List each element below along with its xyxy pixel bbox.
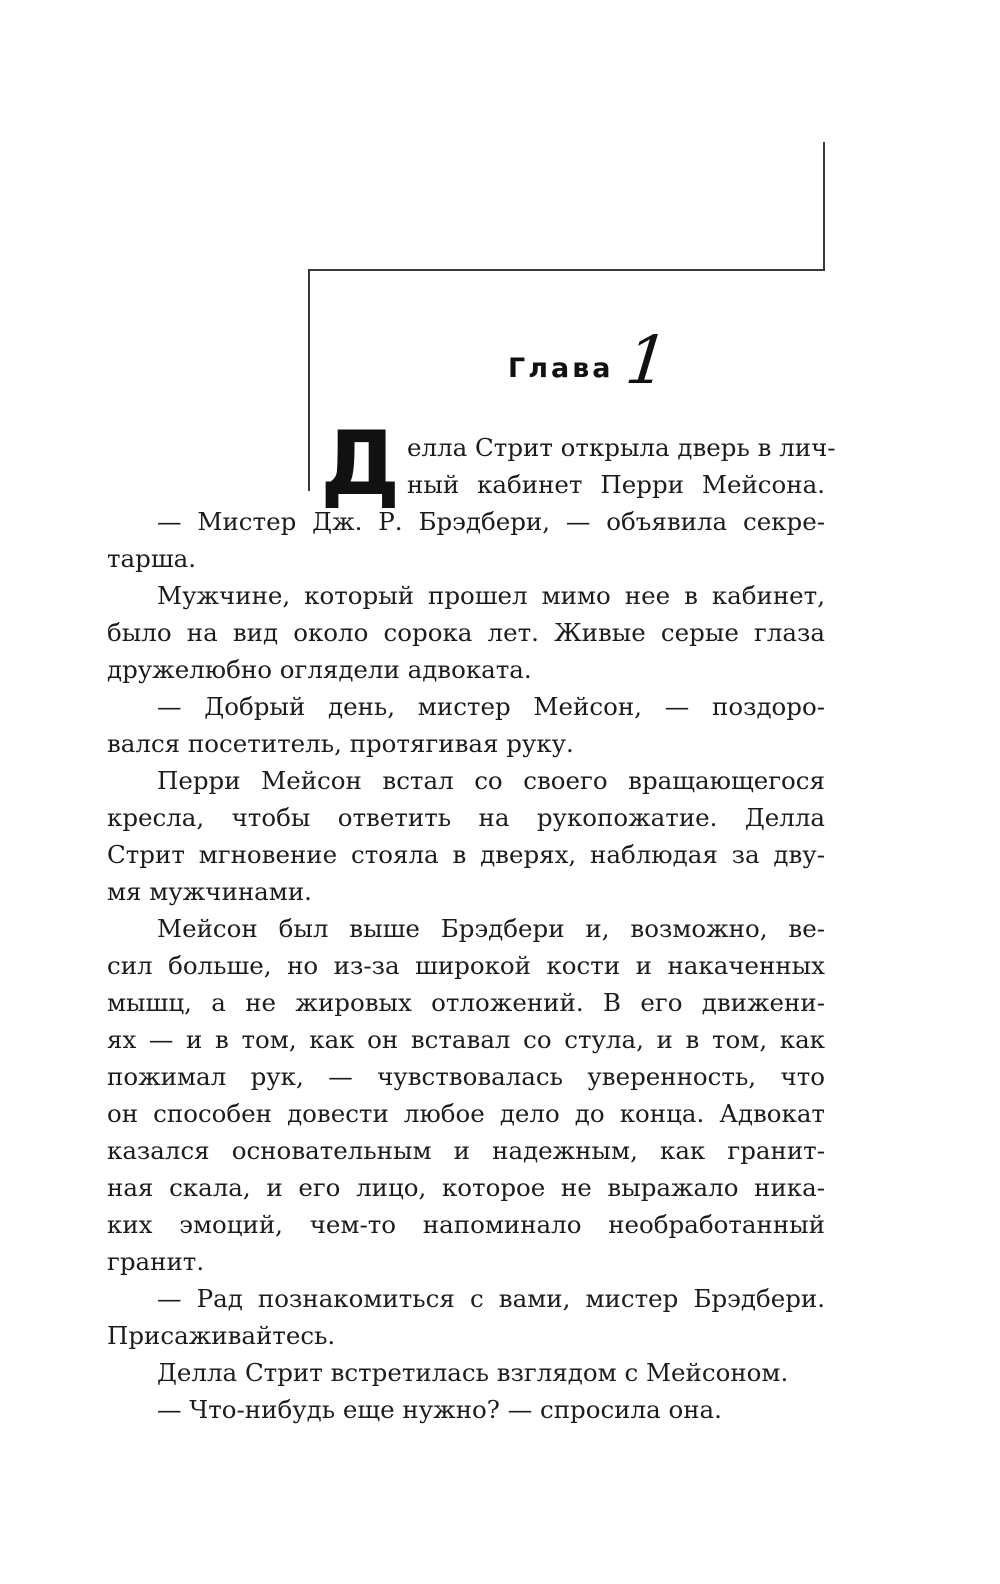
text-line: тарша. (107, 544, 197, 573)
text-line: было на вид около сорока лет. Живые серые глаза (107, 618, 825, 647)
text-line: ких эмоций, чем-то напоминало необработанный (107, 1210, 825, 1239)
text-line: — Рад познакомиться с вами, мистер Брэдбери. (157, 1284, 825, 1313)
text-line: дружелюбно оглядели адвоката. (107, 655, 532, 684)
text-line: елла Стрит открыла дверь в лич- (407, 433, 836, 462)
text-line: Перри Мейсон встал со своего вращающегося (157, 766, 825, 795)
text-line: казался основательным и надежным, как гранит- (107, 1136, 825, 1165)
text-line: — Что-нибудь еще нужно? — спросила она. (157, 1395, 722, 1424)
text-line: ный кабинет Перри Мейсона. (407, 470, 825, 499)
chapter-label: Глава (508, 353, 614, 384)
text-line: кресла, чтобы ответить на рукопожатие. Делла (107, 803, 825, 832)
text-line: Присаживайтесь. (107, 1321, 336, 1350)
frame-rule-vertical-top (823, 142, 825, 271)
text-line: — Мистер Дж. Р. Брэдбери, — объявила секре- (157, 507, 825, 536)
text-line: он способен довести любое дело до конца. Адвокат (107, 1099, 825, 1128)
text-line: гранит. (107, 1247, 205, 1276)
text-line: ях — и в том, как он вставал со стула, и в том, как (107, 1025, 825, 1054)
frame-rule-vertical-left (308, 269, 310, 491)
chapter-heading (508, 322, 672, 399)
text-line: Делла Стрит встретилась взглядом с Мейсоном. (157, 1358, 789, 1387)
text-line: Мужчине, который прошел мимо нее в кабинет, (157, 581, 825, 610)
text-line: ная скала, и его лицо, которое не выражало ника- (107, 1173, 825, 1202)
text-line: сил больше, но из-за широкой кости и накаченных (107, 951, 825, 980)
text-line: Стрит мгновение стояла в дверях, наблюдая за дву- (107, 840, 825, 869)
text-line: — Добрый день, мистер Мейсон, — поздоро- (157, 692, 825, 721)
frame-rule-horizontal (309, 269, 825, 271)
text-line: пожимал рук, — чувствовалась уверенность, что (107, 1062, 825, 1091)
text-line: мя мужчинами. (107, 877, 312, 906)
text-line: вался посетитель, протягивая руку. (107, 729, 574, 758)
drop-cap: Д (320, 412, 401, 515)
text-line: Мейсон был выше Брэдбери и, возможно, ве- (157, 914, 825, 943)
chapter-number: 1 (621, 322, 672, 399)
text-line: мышц, а не жировых отложений. В его движени- (107, 988, 825, 1017)
